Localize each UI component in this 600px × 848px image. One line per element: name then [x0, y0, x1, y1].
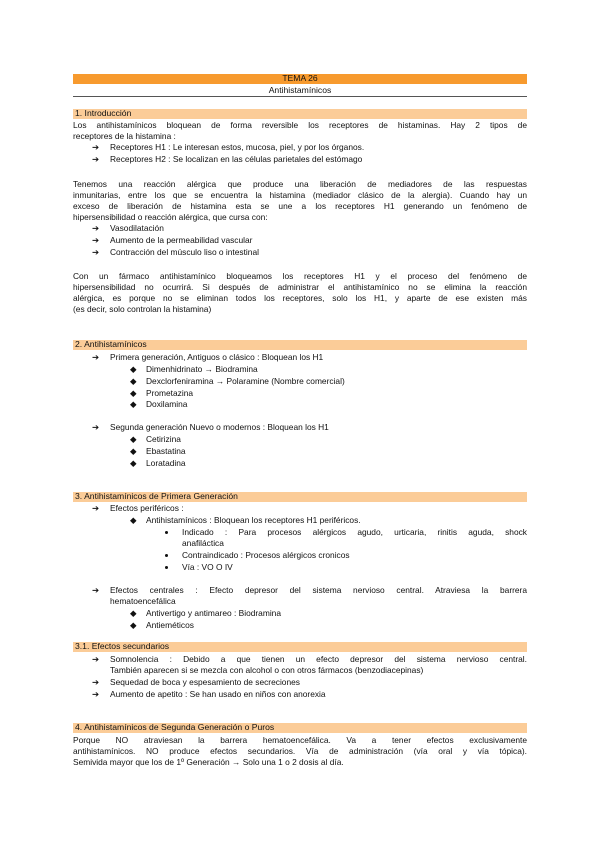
diamond-bullet-icon: ◆ — [130, 620, 137, 630]
section-4-bar — [73, 723, 527, 733]
sec1-bullet-4: Aumento de la permeabilidad vascular — [110, 235, 253, 245]
dot-bullet-icon — [165, 554, 168, 557]
sec1-bullet-5: Contracción del músculo liso o intestinal — [110, 247, 259, 257]
sec1-p2-line3: exceso de liberación de histamina esta se une a los receptores H1 generando un fenómeno de — [73, 201, 527, 211]
arrow-bullet-icon: ➔ — [92, 677, 100, 687]
sec31-somnolencia-line1: Somnolencia : Debido a que tienen un efecto depresor del sistema nervioso central. — [110, 654, 527, 664]
sec3-central-line1: Efectos centrales : Efecto depresor del sistema nervioso central. Atraviesa la barrera — [110, 585, 527, 595]
arrow-bullet-icon: ➔ — [92, 503, 100, 513]
diamond-bullet-icon: ◆ — [130, 458, 137, 468]
subtitle: Antihistamínicos — [268, 85, 332, 95]
diamond-bullet-icon: ◆ — [130, 376, 137, 386]
sec2-gen1-item2: Dexclorfeniramina → Polaramine (Nombre comercial) — [146, 376, 345, 386]
diamond-bullet-icon: ◆ — [130, 434, 137, 444]
arrow-bullet-icon: ➔ — [92, 689, 100, 699]
arrow-bullet-icon: ➔ — [92, 422, 100, 432]
sec2-gen2-item2: Ebastatina — [146, 446, 186, 456]
diamond-bullet-icon: ◆ — [130, 608, 137, 618]
arrow-bullet-icon: ➔ — [92, 142, 100, 152]
diamond-bullet-icon: ◆ — [130, 515, 137, 525]
section-1-title: 1. Introducción — [75, 108, 132, 118]
sec3-antiemeticos: Antieméticos — [146, 620, 194, 630]
sec3-via: Vía : VO O IV — [182, 562, 233, 572]
sec1-bullet-3: Vasodilatación — [110, 223, 164, 233]
sec3-indicado-line2: anafiláctica — [182, 538, 224, 548]
sec3-antihist: Antihistamínicos : Bloquean los receptores H1 periféricos. — [146, 515, 361, 525]
section-2-bar — [73, 340, 527, 350]
sec31-apetito: Aumento de apetito : Se han usado en niños con anorexia — [110, 689, 326, 699]
sec1-p2-line1: Tenemos una reacción alérgica que produce una liberación de mediadores de las respuestas — [73, 179, 527, 189]
arrow-bullet-icon: ➔ — [92, 154, 100, 164]
sec1-p3-line3: alérgica, es porque no se eliminan todos los receptores, solo los H1, y aparte de ese existen más — [73, 293, 527, 303]
section-3-1-title: 3.1. Efectos secundarios — [75, 641, 170, 651]
sec1-p3-line1: Con un fármaco antihistamínico bloqueamos los receptores H1 y el proceso del fenómeno de — [73, 271, 527, 281]
sec1-p2-line4: hipersensibilidad o reacción alérgica, que cursa con: — [73, 212, 268, 222]
sec3-peripheral: Efectos periféricos : — [110, 503, 184, 513]
sec3-antivertigo: Antivertigo y antimareo : Biodramina — [146, 608, 281, 618]
diamond-bullet-icon: ◆ — [130, 446, 137, 456]
sec1-p3-line4: (es decir, solo controlan la histamina) — [73, 304, 212, 314]
section-2-title: 2. Antihistamínicos — [75, 339, 147, 349]
title-bar — [73, 74, 527, 84]
diamond-bullet-icon: ◆ — [130, 364, 137, 374]
arrow-bullet-icon: ➔ — [92, 235, 100, 245]
section-3-title: 3. Antihistamínicos de Primera Generación — [75, 491, 238, 501]
sec31-sequedad: Sequedad de boca y espesamiento de secreciones — [110, 677, 300, 687]
sec2-gen2-item3: Loratadina — [146, 458, 186, 468]
sec1-p1-line2: receptores de la histamina : — [73, 131, 176, 141]
sec2-gen2: Segunda generación Nuevo o modernos : Bloquean los H1 — [110, 422, 329, 432]
sec3-contraindicado: Contraindicado : Procesos alérgicos cronicos — [182, 550, 350, 560]
sec4-line1: Porque NO atraviesan la barrera hematoencefálica. Va a tener efectos exclusivamente — [73, 735, 527, 745]
sec3-central-line2: hematoencefálica — [110, 596, 176, 606]
section-3-bar — [73, 492, 527, 502]
sec2-gen1: Primera generación, Antiguos o clásico : Bloquean los H1 — [110, 352, 324, 362]
sec2-gen1-item4: Doxilamina — [146, 399, 188, 409]
arrow-bullet-icon: ➔ — [92, 223, 100, 233]
diamond-bullet-icon: ◆ — [130, 388, 137, 398]
sec3-indicado-line1: Indicado : Para procesos alérgicos agudo, urticaria, rinitis aguda, shock — [182, 527, 527, 537]
sec1-p3-line2: hipersensibilidad no ocurrirá. Si después de administrar el antihistamínico no se elimina la reacción — [73, 282, 527, 292]
section-1-bar — [73, 109, 527, 119]
diamond-bullet-icon: ◆ — [130, 399, 137, 409]
section-4-title: 4. Antihistamínicos de Segunda Generación o Puros — [75, 722, 275, 732]
arrow-bullet-icon: ➔ — [92, 352, 100, 362]
sec1-p1-line1: Los antihistamínicos bloquean de forma reversible los receptores de histaminas. Hay 2 tipos de — [73, 120, 527, 130]
sec1-bullet-1: Receptores H1 : Le interesan estos, mucosa, piel, y por los órganos. — [110, 142, 365, 152]
sec1-bullet-2: Receptores H2 : Se localizan en las células parietales del estómago — [110, 154, 363, 164]
section-3-1-bar — [73, 642, 527, 652]
sec2-gen1-item1: Dimenhidrinato → Biodramina — [146, 364, 258, 374]
arrow-bullet-icon: ➔ — [92, 585, 100, 595]
sec2-gen1-item3: Prometazina — [146, 388, 194, 398]
sec31-somnolencia-line2: También aparecen si se mezcla con alcohol o con otros fármacos (benzodiacepinas) — [110, 665, 424, 675]
dot-bullet-icon — [165, 566, 168, 569]
dot-bullet-icon — [165, 531, 168, 534]
sec2-gen2-item1: Cetirizina — [146, 434, 181, 444]
arrow-bullet-icon: ➔ — [92, 654, 100, 664]
tema-title: TEMA 26 — [282, 73, 318, 83]
arrow-bullet-icon: ➔ — [92, 247, 100, 257]
sec4-line2: antihistamínicos. NO produce efectos secundarios. Vía de administración (vía oral y vía tópica). — [73, 746, 527, 756]
header-rule — [73, 96, 527, 97]
sec4-line3: Semivida mayor que los de 1º Generación → Solo una 1 o 2 dosis al día. — [73, 757, 344, 767]
sec1-p2-line2: inmunitarias, entre los que se encuentra la histamina (mediador clásico de la alergia). Cuando hay un — [73, 190, 527, 200]
